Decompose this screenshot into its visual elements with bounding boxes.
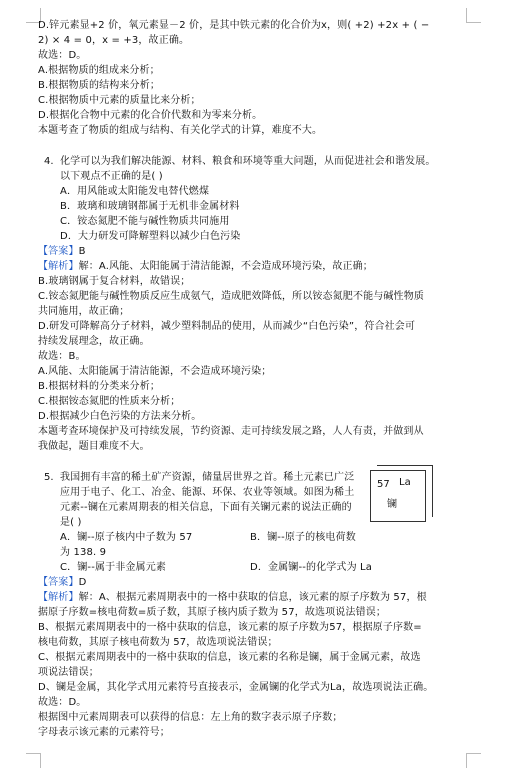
text-line: 本题考查环境保护及可持续发展，节约资源、走可持续发展之路，人人有责，并做到从 (38, 426, 424, 437)
analysis-tag: 【解析】 (38, 592, 79, 603)
answer-tag: 【答案】 (38, 577, 79, 588)
question-stem: 应用于电子、化工、冶金、能源、环保、农业等领域。如图为稀土 (60, 487, 355, 498)
option-b: B．玻璃和玻璃钢都属于无机非金属材料 (60, 201, 240, 212)
question-stem: 是( ) (60, 517, 82, 528)
option-b-continued: 为 138. 9 (60, 547, 107, 558)
text-line: A.根据物质的组成来分析； (38, 65, 160, 76)
text-line: 故选：D。 (38, 697, 87, 708)
option-b: B．镧--原子的核电荷数 (250, 532, 356, 543)
atomic-number: 57 (377, 479, 390, 490)
text-line: D.锌元素显+2 价，氧元素显－2 价，是其中铁元素的化合价为x，则( +2) +2x + ( − (38, 20, 430, 31)
lanthanum-element-card (370, 470, 426, 522)
text-line: 字母表示该元素的元素符号； (38, 727, 170, 738)
text-line: 项说法错误； (38, 667, 99, 678)
answer-line (38, 244, 472, 259)
option-row (38, 530, 472, 545)
text-line: D.根据化合物中元素的化合价代数和为零来分析。 (38, 110, 263, 121)
question-number: 5. (44, 472, 54, 483)
text-line: 核电荷数，其原子核电荷数为 57，故选项说法错误； (38, 637, 278, 648)
option-row (38, 560, 472, 575)
option-c: C．镧--属于非金属元素 (60, 562, 166, 573)
question-stem: 我国拥有丰富的稀土矿产资源，储量居世界之首。稀土元素已广泛 (60, 472, 355, 483)
text-line: B.根据材料的分类来分析； (38, 381, 160, 392)
text-line: C.铵态氮肥能与碱性物质反应生成氨气，造成肥效降低，所以铵态氮肥不能与碱性物质 (38, 291, 425, 302)
text-line: D、镧是金属，其化学式用元素符号直接表示，金属镧的化学式为La，故选项说法正确。 (38, 682, 434, 693)
text-line: C.根据物质中元素的质量比来分析； (38, 95, 201, 106)
question-4 (38, 154, 472, 454)
analysis-line (38, 259, 472, 274)
analysis-text: 解：A.风能、太阳能属于清洁能源，不会造成环境污染，故正确； (78, 261, 373, 272)
option-d: D．金属镧--的化学式为 La (250, 562, 373, 573)
text-line: B、根据元素周期表中的一格中获取的信息，该元素的原子序数为57，根据原子序数= (38, 622, 422, 633)
question-stem: 化学可以为我们解决能源、材料、粮食和环境等重大问题，从而促进社会和谐发展。 (60, 156, 436, 167)
text-line: 故选：B。 (38, 351, 86, 362)
text-line: D.根据减少白色污染的方法来分析。 (38, 411, 202, 422)
text-line: 共同施用，故正确； (38, 306, 130, 317)
analysis-text: 解：A、根据元素周期表中的一格中获取的信息，该元素的原子序数为 57，根 (78, 592, 427, 603)
element-card-depth (377, 465, 433, 517)
option-d: D．大力研发可降解塑料以减少白色污染 (60, 231, 241, 242)
text-line: C、根据元素周期表中的一格中获取的信息，该元素的名称是镧，属于金属元素，故选 (38, 652, 421, 663)
crop-mark-bottom-left (26, 753, 41, 768)
previous-question-tail (38, 18, 472, 138)
answer-tag: 【答案】 (38, 246, 79, 257)
element-symbol: La (399, 477, 411, 488)
text-line: 根据图中元素周期表可以获得的信息：左上角的数字表示原子序数； (38, 712, 343, 723)
question-5 (38, 470, 472, 740)
option-a: A．用风能或太阳能发电替代燃煤 (60, 186, 210, 197)
text-line: 我做起，题目难度不大。 (38, 441, 150, 452)
document-content (38, 18, 472, 740)
question-number: 4. (44, 156, 54, 167)
analysis-line (38, 590, 472, 605)
text-line: A.风能、太阳能属于清洁能源，不会造成环境污染； (38, 366, 272, 377)
question-stem: 以下观点不正确的是( ) (60, 171, 163, 182)
text-line: 2) × 4 = 0，x = +3，故正确。 (38, 35, 190, 46)
analysis-tag: 【解析】 (38, 261, 79, 272)
text-line: 本题考查了物质的组成与结构、有关化学式的计算，难度不大。 (38, 125, 323, 136)
text-line: B.玻璃钢属于复合材料，故错误； (38, 276, 191, 287)
text-line: D.研发可降解高分子材料，减少塑料制品的使用，从而减少“白色污染”，符合社会可 (38, 321, 416, 332)
text-line: B.根据物质的结构来分析； (38, 80, 160, 91)
text-line: 持续发展理念，故正确。 (38, 336, 150, 347)
option-c: C．铵态氮肥不能与碱性物质共同施用 (60, 216, 230, 227)
element-name: 镧 (387, 499, 397, 510)
answer-value: B (78, 246, 86, 257)
text-line: 故选：D。 (38, 50, 87, 61)
text-line: C.根据铵态氮肥的性质来分析； (38, 396, 181, 407)
answer-line (38, 575, 472, 590)
answer-value: D (78, 577, 87, 588)
crop-mark-bottom-right (466, 753, 481, 768)
text-line: 据原子序数=核电荷数=质子数，其原子核内质子数为 57，故选项说法错误； (38, 607, 387, 618)
question-stem: 元素--镧在元素周期表的相关信息，下面有关镧元素的说法正确的 (60, 502, 352, 513)
option-a: A．镧--原子核内中子数为 57 (60, 532, 193, 543)
